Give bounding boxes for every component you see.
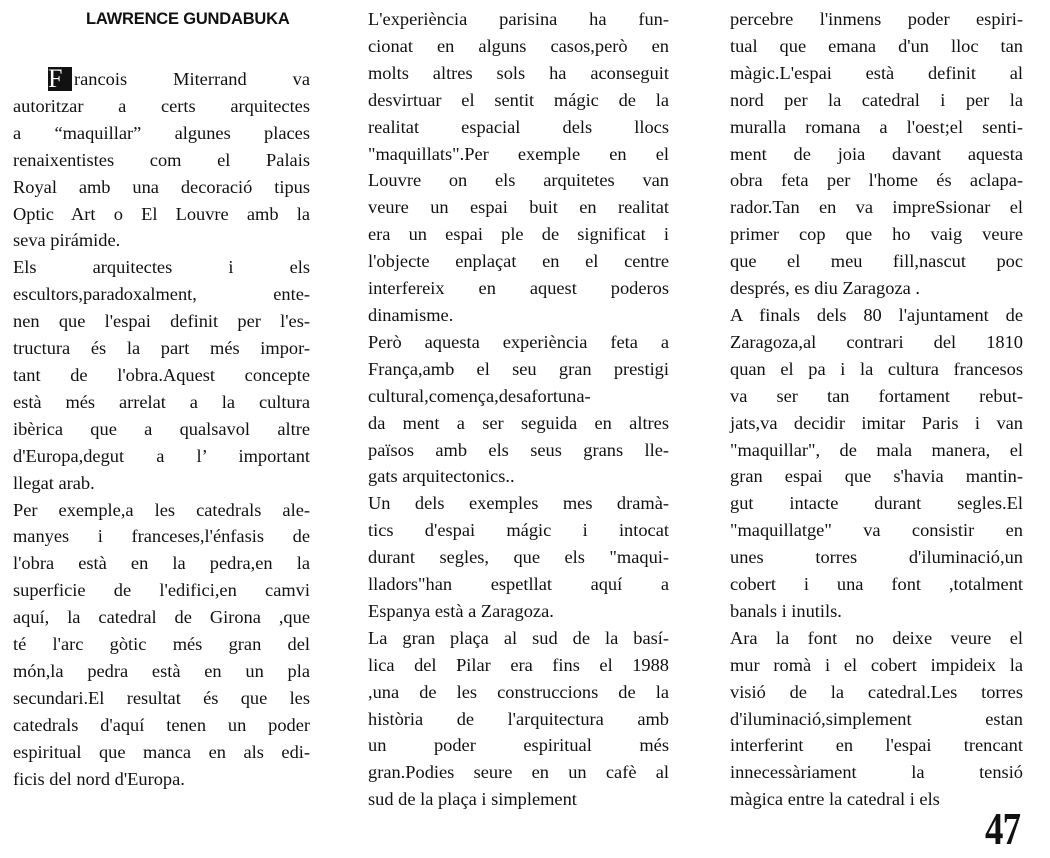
text-line: dinamisme.	[368, 304, 454, 325]
text-line: història de l'arquitectura amb	[368, 708, 669, 729]
text-line: Royal amb una decoració tipus	[13, 176, 310, 197]
text-line: tics d'espai mágic i intocat	[368, 520, 669, 541]
text-line: renaixentistes com el Palais	[13, 149, 310, 170]
text-line: La gran plaça al sud de la basí-	[368, 627, 669, 648]
text-line: Els arquitectes i els	[13, 257, 310, 278]
text-line: ibèrica que a qualsavol altre	[13, 418, 310, 439]
text-line: Zaragoza,al contrari del 1810	[730, 331, 1023, 352]
text-line: l'objecte enplaçat en el centre	[368, 251, 669, 272]
text-line: veure un espai buit en realitat	[368, 197, 669, 218]
text-line: d'Europa,degut a l’ important	[13, 445, 310, 466]
text-line: món,la pedra està en un pla	[13, 660, 310, 681]
text-line: escultors,paradoxalment, ente-	[13, 284, 310, 305]
text-line: manyes i franceses,l'énfasis de	[13, 526, 310, 547]
text-line: Ara la font no deixe veure el	[730, 627, 1023, 648]
text-line: obra feta per l'home és aclapa-	[730, 170, 1023, 191]
text-line: primer cop que ho vaig veure	[730, 224, 1023, 245]
text-line: està més arrelat a la cultura	[13, 391, 310, 412]
text-line: era un espai ple de significat i	[368, 224, 669, 245]
text-line: màgica entre la catedral i els	[730, 789, 940, 810]
text-line: interfereix en aquest poderos	[368, 278, 669, 299]
page-number: 47	[985, 803, 1021, 854]
text-line: països amb els seus grans lle-	[368, 439, 669, 460]
text-line: després, es diu Zaragoza .	[730, 278, 920, 299]
text-line: cionat en alguns casos,però en	[368, 35, 669, 56]
text-line: mur romà i el cobert impideix la	[730, 654, 1023, 675]
text-line: màgic.L'espai està definit al	[730, 62, 1023, 83]
text-line: nord per la catedral i per la	[730, 89, 1023, 110]
text-line: Espanya està a Zaragoza.	[368, 600, 554, 621]
text-line: cultural,comença,desafortuna-	[368, 385, 591, 406]
text-line: rador.Tan en va impreSsionar el	[730, 197, 1023, 218]
text-line: innecessàriament la tensió	[730, 762, 1023, 783]
text-line: llegat arab.	[13, 472, 95, 493]
text-line: desvirtuar el sentit mágic de la	[368, 89, 669, 110]
text-line: da ment a ser seguida en altres	[368, 412, 669, 433]
text-line: visió de la catedral.Les torres	[730, 681, 1023, 702]
text-line-fragment: rancois Miterrand va	[74, 69, 310, 89]
text-column-3	[730, 6, 1023, 813]
text-line: Un dels exemples mes dramà-	[368, 493, 669, 514]
text-line: aquí, la catedral de Girona ,que	[13, 607, 310, 628]
text-line: banals i inutils.	[730, 600, 842, 621]
text-line: A finals dels 80 l'ajuntament de	[730, 304, 1023, 325]
text-line: d'iluminació,simplement estan	[730, 708, 1023, 729]
text-line: a “maquillar” algunes places	[13, 122, 310, 143]
text-line: "maquillats".Per exemple en el	[368, 143, 669, 164]
text-line: durant segles, que els "maqui-	[368, 547, 669, 568]
text-column-2	[368, 6, 669, 813]
text-line: tual que emana d'un lloc tan	[730, 35, 1023, 56]
drop-cap: F	[48, 67, 72, 91]
text-line: molts altres sols ha aconseguit	[368, 62, 669, 83]
text-column-1	[13, 66, 310, 792]
text-line: lladors"han espetllat aquí a	[368, 574, 669, 595]
text-line: superficie de l'edifici,en camvi	[13, 580, 310, 601]
text-line: L'experiència parisina ha fun-	[368, 9, 669, 29]
text-line: que el meu fill,nascut poc	[730, 251, 1023, 272]
text-line: tructura és la part més impor-	[13, 338, 310, 359]
text-line: tant de l'obra.Aquest concepte	[13, 364, 310, 385]
text-line: espiritual que manca en als edi-	[13, 741, 310, 762]
text-line: Louvre on els arquitetes van	[368, 170, 669, 191]
text-line: secundari.El resultat és que les	[13, 687, 310, 708]
text-line: nen que l'espai definit per l'es-	[13, 311, 310, 332]
text-line: gats arquitectonics..	[368, 466, 515, 487]
text-line: ment de joia davant aquesta	[730, 143, 1023, 164]
text-line: "maquillatge" va consistir en	[730, 520, 1023, 541]
text-line: seva pirámide.	[13, 230, 121, 251]
text-line: cobert i una font ,totalment	[730, 574, 1023, 595]
text-line: Però aquesta experiència feta a	[368, 331, 669, 352]
text-line: unes torres d'iluminació,un	[730, 547, 1023, 568]
text-line: Optic Art o El Louvre amb la	[13, 203, 310, 224]
text-line: autoritzar a certs arquitectes	[13, 95, 310, 116]
text-line: França,amb el seu gran prestigi	[368, 358, 669, 379]
text-line	[13, 66, 310, 93]
text-line: un poder espiritual més	[368, 735, 669, 756]
text-line: jats,va decidir imitar Paris i van	[730, 412, 1023, 433]
text-line: interferint en l'espai trencant	[730, 735, 1023, 756]
text-line: sud de la plaça i simplement	[368, 789, 577, 810]
text-line: gran espai que s'havia mantin-	[730, 466, 1023, 487]
text-line: l'obra està en la pedra,en la	[13, 553, 310, 574]
text-line: gran.Podies seure en un cafè al	[368, 762, 669, 783]
text-line: lica del Pilar era fins el 1988	[368, 654, 669, 675]
text-line: "maquillar", de mala manera, el	[730, 439, 1023, 460]
text-line: Per exemple,a les catedrals ale-	[13, 499, 310, 520]
text-line: percebre l'inmens poder espiri-	[730, 9, 1023, 29]
text-line: ficis del nord d'Europa.	[13, 768, 185, 789]
text-line: ,una de les construccions de la	[368, 681, 669, 702]
author-name: LAWRENCE GUNDABUKA	[86, 10, 290, 28]
text-line: catedrals d'aquí tenen un poder	[13, 714, 310, 735]
text-line: gut intacte durant segles.El	[730, 493, 1023, 514]
text-line: va ser tan fortament rebut-	[730, 385, 1023, 406]
text-line: muralla romana a l'oest;el senti-	[730, 116, 1023, 137]
text-line: quan el pa i la cultura francesos	[730, 358, 1023, 379]
text-line: té l'arc gòtic més gran del	[13, 634, 310, 655]
text-line: realitat espacial dels llocs	[368, 116, 669, 137]
